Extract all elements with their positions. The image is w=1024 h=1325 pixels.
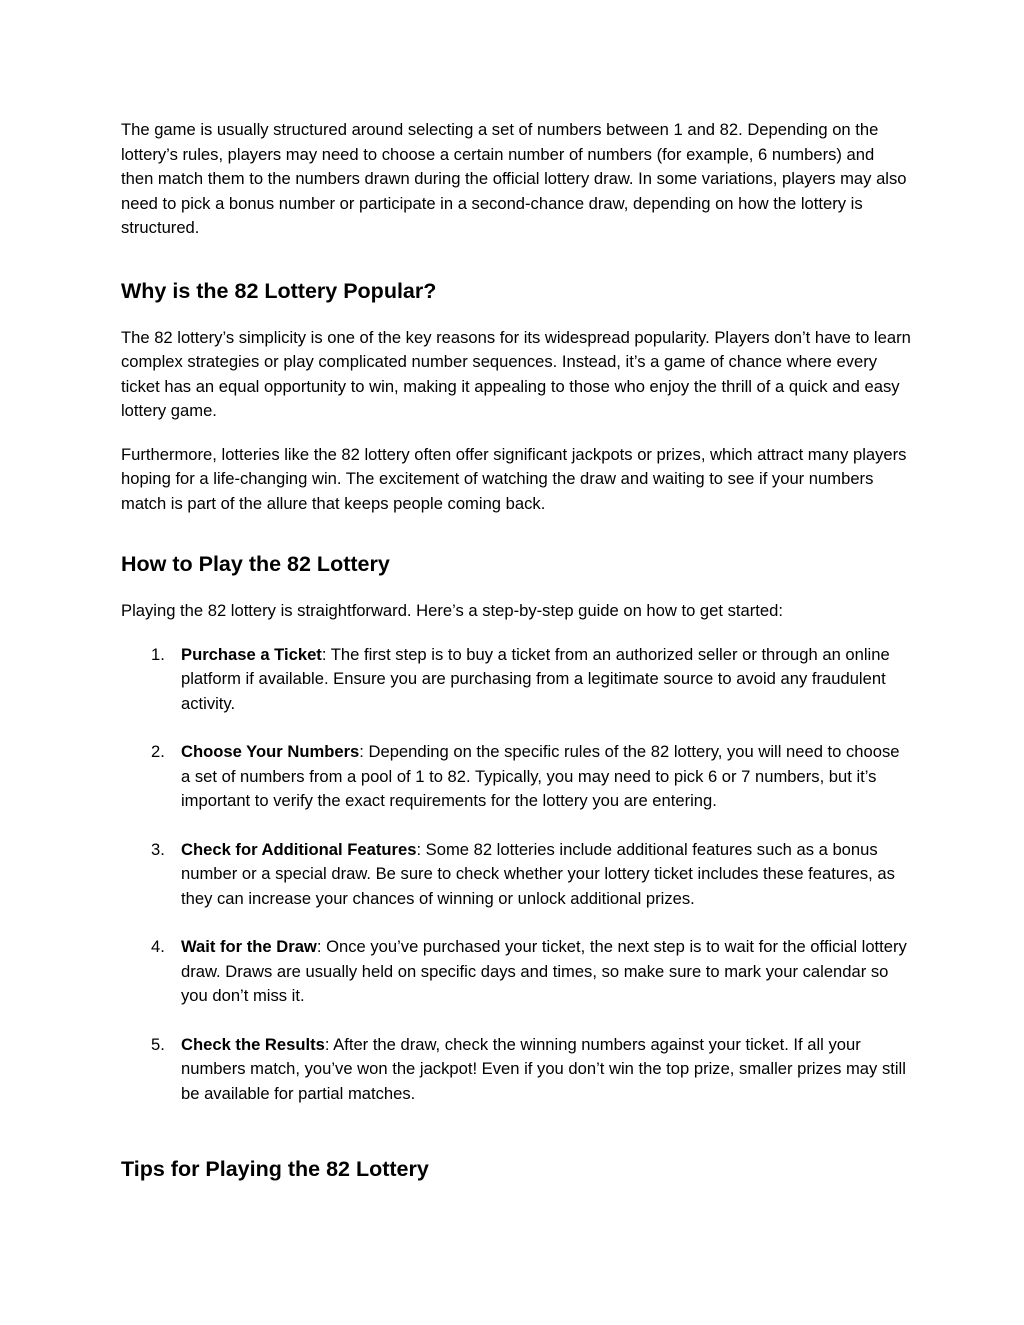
document-page (121, 118, 911, 1183)
list-item-text: : After the draw, check the winning numbers against your ticket. If all your numbers match, you’ve won the jackpot! Even if you don’t win the top prize, smaller prizes may still be available for partial matches. (181, 1034, 906, 1103)
list-item (121, 643, 911, 717)
list-item-title: Wait for the Draw (181, 937, 317, 956)
why-paragraph-2: Furthermore, lotteries like the 82 lottery often offer significant jackpots or prizes, which attract many players hoping for a life-changing win. The excitement of watching the draw and waiting to see if your numbers match is part of the allure that keeps people coming back. (121, 444, 907, 513)
intro-paragraph: The game is usually structured around selecting a set of numbers between 1 and 82. Depending on the lottery’s rules, players may need to choose a certain number of numbers (for example, 6 numbers) and then match them to the numbers drawn during the official lottery draw. In some variations, players may also need to pick a bonus number or participate in a second-chance draw, depending on how the lottery is structured. (121, 120, 907, 237)
list-item (121, 740, 911, 814)
list-item-number: 4. (151, 937, 165, 956)
list-item-text: : Depending on the specific rules of the 82 lottery, you will need to choose a set of numbers from a pool of 1 to 82. Typically, you may need to pick 6 or 7 numbers, but it’s important to verify the exact requirements for the lottery you are entering. (181, 742, 900, 810)
list-item-text: : Once you’ve purchased your ticket, the next step is to wait for the official lottery draw. Draws are usually held on specific days and times, so make sure to mark your calendar so you don’t miss it. (181, 937, 907, 1005)
list-item-number: 2. (151, 742, 165, 761)
list-item-number: 5. (151, 1034, 165, 1054)
steps-list (121, 643, 911, 1107)
list-item-text: : Some 82 lotteries include additional features such as a bonus number or a special draw. Be sure to check whether your lottery ticket includes these features, as they can increase your chances of winning or unlock additional prizes. (181, 839, 895, 908)
list-item-number: 3. (151, 839, 165, 859)
list-item (121, 1033, 911, 1107)
list-item (121, 935, 911, 1009)
heading-why-popular: Why is the 82 Lottery Popular? (121, 278, 437, 303)
heading-tips: Tips for Playing the 82 Lottery (121, 1157, 429, 1181)
how-intro-paragraph: Playing the 82 lottery is straightforward. Here’s a step-by-step guide on how to get started: (121, 601, 783, 620)
why-paragraph-1: The 82 lottery’s simplicity is one of the key reasons for its widespread popularity. Players don’t have to learn complex strategies or play complicated number sequences. Instead, it’s a game of chance where every ticket has an equal opportunity to win, making it appealing to those who enjoy the thrill of a quick and easy lottery game. (121, 327, 911, 420)
list-item-title: Choose Your Numbers (181, 742, 360, 761)
heading-how-to-play: How to Play the 82 Lottery (121, 552, 390, 576)
list-item-title: Check for Additional Features (181, 839, 417, 859)
list-item (121, 838, 911, 912)
list-item-title: Purchase a Ticket (181, 644, 322, 664)
list-item-text: : The first step is to buy a ticket from an authorized seller or through an online platform if available. Ensure you are purchasing from a legitimate source to avoid any fraudulent activity. (181, 644, 890, 713)
list-item-number: 1. (151, 644, 165, 664)
list-item-title: Check the Results (181, 1034, 325, 1054)
